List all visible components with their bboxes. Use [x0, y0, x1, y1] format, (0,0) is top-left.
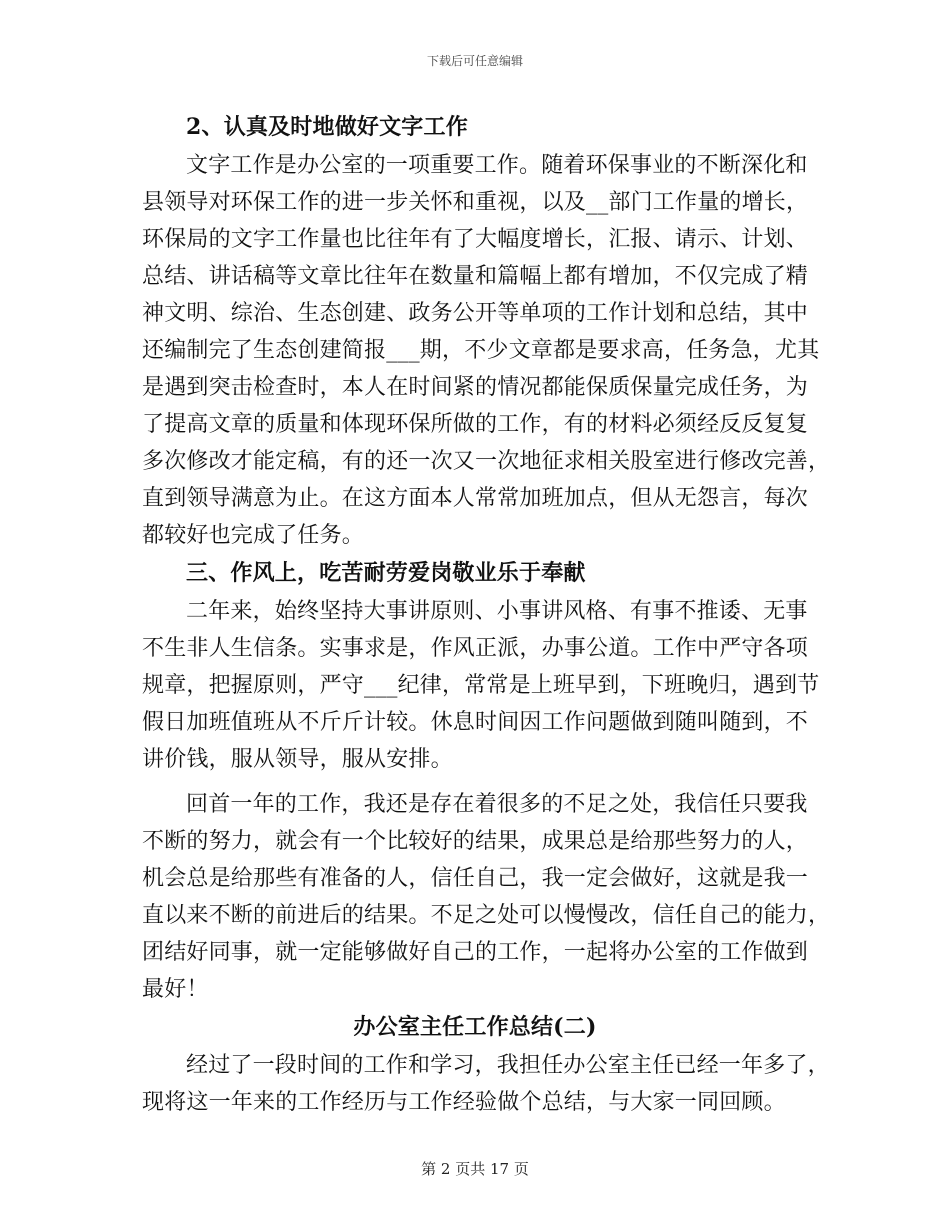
- paragraph-line: 县领导对环保工作的进一步关怀和重视，以及__部门工作量的增长，: [142, 190, 809, 215]
- paragraph-line: 假日加班值班从不斤斤计较。休息时间因工作问题做到随叫随到，不: [142, 710, 809, 735]
- paragraph-2: [142, 593, 820, 778]
- document-title: 办公室主任工作总结(二): [353, 1014, 597, 1040]
- paragraph-line: 现将这一年来的工作经历与工作经验做个总结，与大家一同回顾。: [142, 1090, 786, 1115]
- document-body: [142, 108, 831, 1121]
- page-footer: 第 2 页共 17 页: [421, 1160, 529, 1178]
- paragraph-line: 神文明、综治、生态创建、政务公开等单项的工作计划和总结，其中: [142, 301, 809, 326]
- paragraph-line: 团结好同事，就一定能够做好自己的工作，一起将办公室的工作做到: [142, 940, 809, 965]
- paragraph-line: 环保局的文字工作量也比往年有了大幅度增长，汇报、请示、计划、: [142, 227, 809, 252]
- paragraph-line: 经过了一段时间的工作和学习，我担任办公室主任已经一年多了，: [186, 1053, 830, 1078]
- section-heading-2: 2、认真及时地做好文字工作: [186, 114, 468, 140]
- paragraph-line: 文字工作是办公室的一项重要工作。随着环保事业的不断深化和: [186, 153, 808, 178]
- paragraph-line: 了提高文章的质量和体现环保所做的工作，有的材料必须经反反复复: [142, 412, 809, 437]
- paragraph-line: 直以来不断的前进后的结果。不足之处可以慢慢改，信任自己的能力，: [142, 903, 831, 928]
- paragraph-line: 还编制完了生态创建简报___期，不少文章都是要求高，任务急，尤其: [142, 338, 820, 363]
- paragraph-4: [142, 1047, 830, 1121]
- paragraph-line: 直到领导满意为止。在这方面本人常常加班加点，但从无怨言，每次: [142, 486, 809, 511]
- paragraph-line: 讲价钱，服从领导，服从安排。: [142, 747, 453, 772]
- paragraph-line: 最好！: [142, 977, 209, 1002]
- paragraph-line: 总结、讲话稿等文章比往年在数量和篇幅上都有增加，不仅完成了精: [142, 264, 809, 289]
- paragraph-line: 二年来，始终坚持大事讲原则、小事讲风格、有事不推诿、无事: [186, 599, 808, 624]
- paragraph-line: 是遇到突击检查时，本人在时间紧的情况都能保质保量完成任务，为: [142, 375, 809, 400]
- paragraph-1: [142, 147, 831, 554]
- paragraph-line: 规章，把握原则，严守___纪律，常常是上班早到，下班晚归，遇到节: [142, 673, 820, 698]
- paragraph-line: 不生非人生信条。实事求是，作风正派，办事公道。工作中严守各项: [142, 636, 809, 661]
- paragraph-line: 不断的努力，就会有一个比较好的结果，成果总是给那些努力的人，: [142, 829, 809, 854]
- paragraph-line: 都较好也完成了任务。: [142, 523, 365, 548]
- paragraph-line: 回首一年的工作，我还是存在着很多的不足之处，我信任只要我: [186, 792, 808, 817]
- section-heading-3: 三、作风上，吃苦耐劳爱岗敬业乐于奉献: [186, 560, 586, 586]
- paragraph-3: [142, 786, 831, 1008]
- paragraph-line: 多次修改才能定稿，有的还一次又一次地征求相关股室进行修改完善，: [142, 449, 831, 474]
- page-header: 下载后可任意编辑: [426, 54, 523, 68]
- paragraph-line: 机会总是给那些有准备的人，信任自己，我一定会做好，这就是我一: [142, 866, 809, 891]
